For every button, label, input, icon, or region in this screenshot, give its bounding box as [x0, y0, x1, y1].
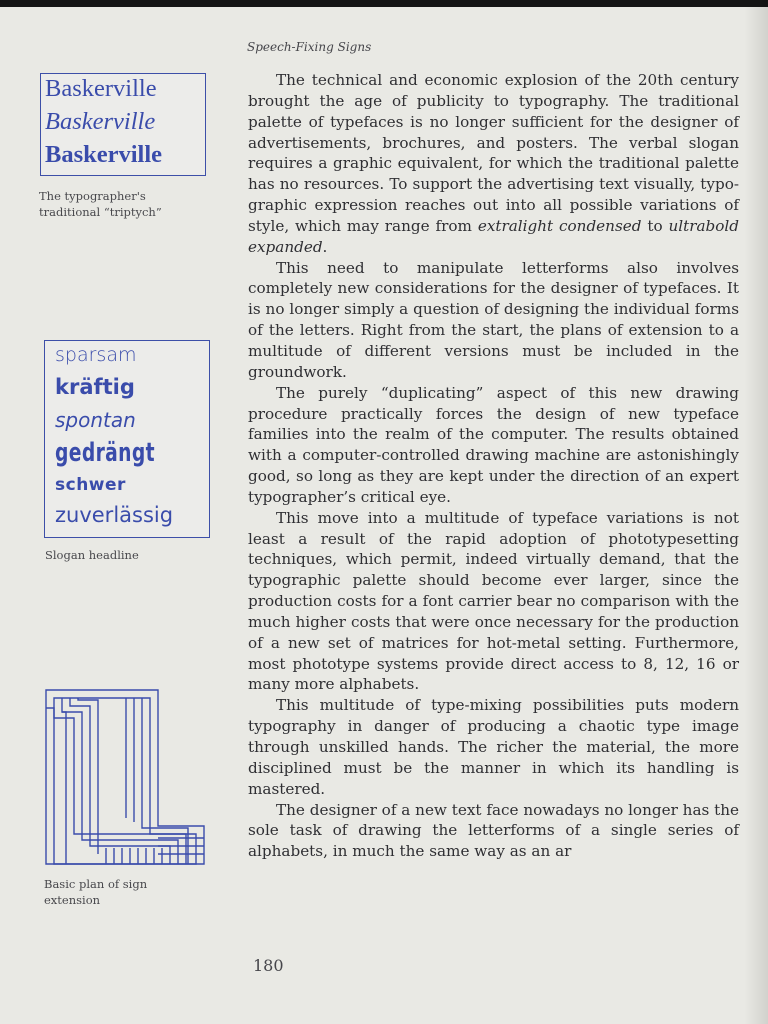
paragraph-5: This multitude of type-mixing possibilities puts modern typography in danger of producing a chaotic type image through unskilled hands. The richer the material, the more disciplined must be the manner in which its handling is mastered.	[248, 696, 739, 798]
slogan-word-gedraengt: gedrängt	[55, 438, 155, 468]
paragraph-1	[248, 70, 739, 258]
p1-run-3: to	[641, 216, 669, 235]
slogan-caption: Slogan headline	[45, 548, 139, 562]
baskerville-bold: Baskerville	[45, 141, 163, 168]
extension-outline-10	[62, 712, 66, 864]
slogan-word-sparsam: sparsam	[55, 344, 137, 366]
extension-outline-3	[54, 698, 196, 864]
baskerville-caption-line-1: The typographer's	[39, 189, 146, 203]
sign-extension-diagram	[44, 688, 208, 868]
baskerville-italic: Baskerville	[45, 108, 156, 135]
sign-caption-line-1: Basic plan of sign	[44, 877, 148, 891]
extension-outline-7	[142, 698, 188, 864]
paragraph-6: The designer of a new text face nowadays no longer has the sole task of drawing the letterforms of a single series of alphabets, in much the same way as an ar	[248, 800, 739, 861]
extension-outline-6	[78, 698, 98, 854]
baskerville-triptych-box	[40, 73, 206, 176]
sign-extension-caption	[44, 876, 147, 908]
paragraph-3: The purely “duplicating” aspect of this new drawing procedure practically forces the design of new typeface families into the realm of the computer. The results obtained with a computer-controlled drawing machine are astonishingly good, so long as they are kept under the direction of an expert typographer’s critical eye.	[248, 383, 739, 506]
baskerville-regular: Baskerville	[45, 75, 157, 102]
slogan-headline-box	[44, 340, 210, 538]
page-number: 180	[253, 956, 284, 975]
extension-outline-4	[62, 698, 178, 864]
slogan-word-spontan: spontan	[55, 408, 136, 432]
sign-caption-line-2: extension	[44, 893, 101, 907]
p1-run-2: extralight condensed	[477, 216, 642, 235]
p1-run-5: .	[322, 237, 328, 256]
page-edge-shadow	[744, 0, 768, 1024]
paragraph-4: This move into a multitude of typeface variations is not least a result of the rapid adoption of phototypesetting techniques, which permit, indeed virtually demand, that the typographic palette should become ever larger, since the production costs for a font carrier bear no comparison with the much higher costs that were once necessary for the production of a new set of matrices for hot-metal setting. Furthermore, most phototype systems provide direct access to 8, 12, 16 or many more alphabets.	[248, 508, 739, 694]
slogan-word-schwer: schwer	[55, 475, 126, 495]
baskerville-caption-line-2: traditional “triptych”	[39, 205, 162, 219]
slogan-word-kraeftig: kräftig	[55, 375, 135, 399]
p1-run-4: ultrabold expanded	[248, 216, 740, 256]
top-dark-band	[0, 0, 768, 7]
baskerville-caption	[39, 188, 162, 220]
paragraph-2: This need to manipulate letterforms also involves completely new considerations for the designer of typefaces. It is no longer simply a question of designing the individual forms of the letters. Right from the start, the plans of extension to a multitude of different versions must be included in the groundwork.	[248, 258, 739, 381]
running-header: Speech-Fixing Signs	[247, 40, 372, 54]
p1-run-1: The technical and economic explosion of the 20th century brought the age of publicity to typography. The traditional palette of typefaces is no longer sufficient for the designer of advertisements, brochures, and posters. The verbal slogan requires a graphic equivalent, for which the traditional palette has no resources. To support the advertising text visually, typographic expression reaches out into all possible variations of style, which may range from	[248, 71, 739, 235]
extension-outline-11	[106, 848, 162, 864]
main-text-column	[248, 70, 739, 862]
slogan-word-zuverlaessig: zuverlässig	[55, 503, 174, 527]
extension-outline-5	[70, 698, 170, 864]
